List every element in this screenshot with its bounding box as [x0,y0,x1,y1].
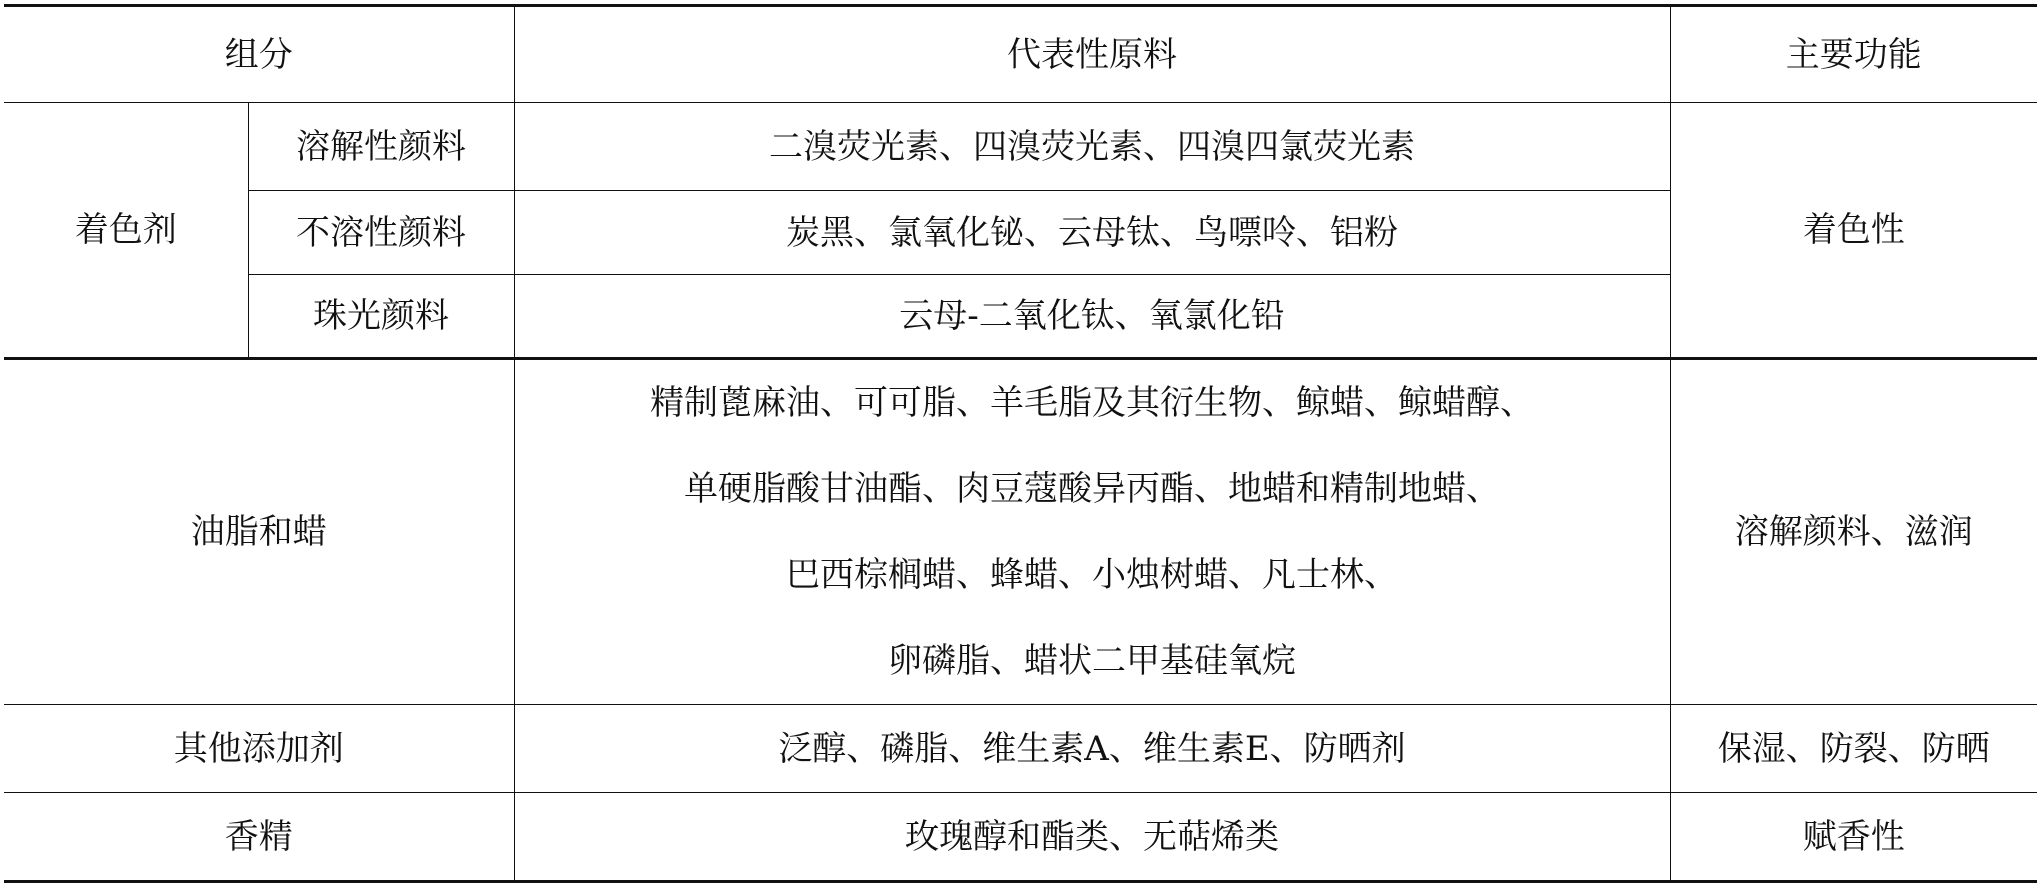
table-row [4,103,2037,191]
additives-function: 保湿、防裂、防晒 [1670,705,2037,793]
colorant-materials: 云母-二氧化钛、氧氯化铅 [514,275,1670,359]
additives-label: 其他添加剂 [4,705,514,793]
fragrance-materials: 玫瑰醇和酯类、无萜烯类 [514,793,1670,882]
header-row [4,6,2037,103]
colorant-function: 着色性 [1670,103,2037,359]
oils-materials [514,359,1670,705]
colorant-sub-label: 不溶性颜料 [248,191,514,275]
colorant-sub-label: 溶解性颜料 [248,103,514,191]
oils-material-line: 单硬脂酸甘油酯、肉豆蔻酸异丙酯、地蜡和精制地蜡、 [684,469,1500,509]
oils-function: 溶解颜料、滋润 [1670,359,2037,705]
fragrance-label: 香精 [4,793,514,882]
oils-material-line: 巴西棕榈蜡、蜂蜡、小烛树蜡、凡士林、 [786,555,1398,595]
header-materials: 代表性原料 [514,6,1670,103]
oils-label: 油脂和蜡 [4,359,514,705]
ingredients-table [4,4,2037,883]
colorant-label: 着色剂 [4,103,248,359]
table-row [4,359,2037,705]
colorant-sub-label: 珠光颜料 [248,275,514,359]
fragrance-function: 赋香性 [1670,793,2037,882]
table-row [4,705,2037,793]
additives-materials: 泛醇、磷脂、维生素A、维生素E、防晒剂 [514,705,1670,793]
table-row [4,793,2037,882]
header-function: 主要功能 [1670,6,2037,103]
colorant-materials: 炭黑、氯氧化铋、云母钛、鸟嘌呤、铝粉 [514,191,1670,275]
header-component: 组分 [4,6,514,103]
colorant-materials: 二溴荧光素、四溴荧光素、四溴四氯荧光素 [514,103,1670,191]
oils-material-line: 卵磷脂、蜡状二甲基硅氧烷 [888,641,1296,681]
oils-material-line: 精制蓖麻油、可可脂、羊毛脂及其衍生物、鲸蜡、鲸蜡醇、 [650,383,1534,423]
